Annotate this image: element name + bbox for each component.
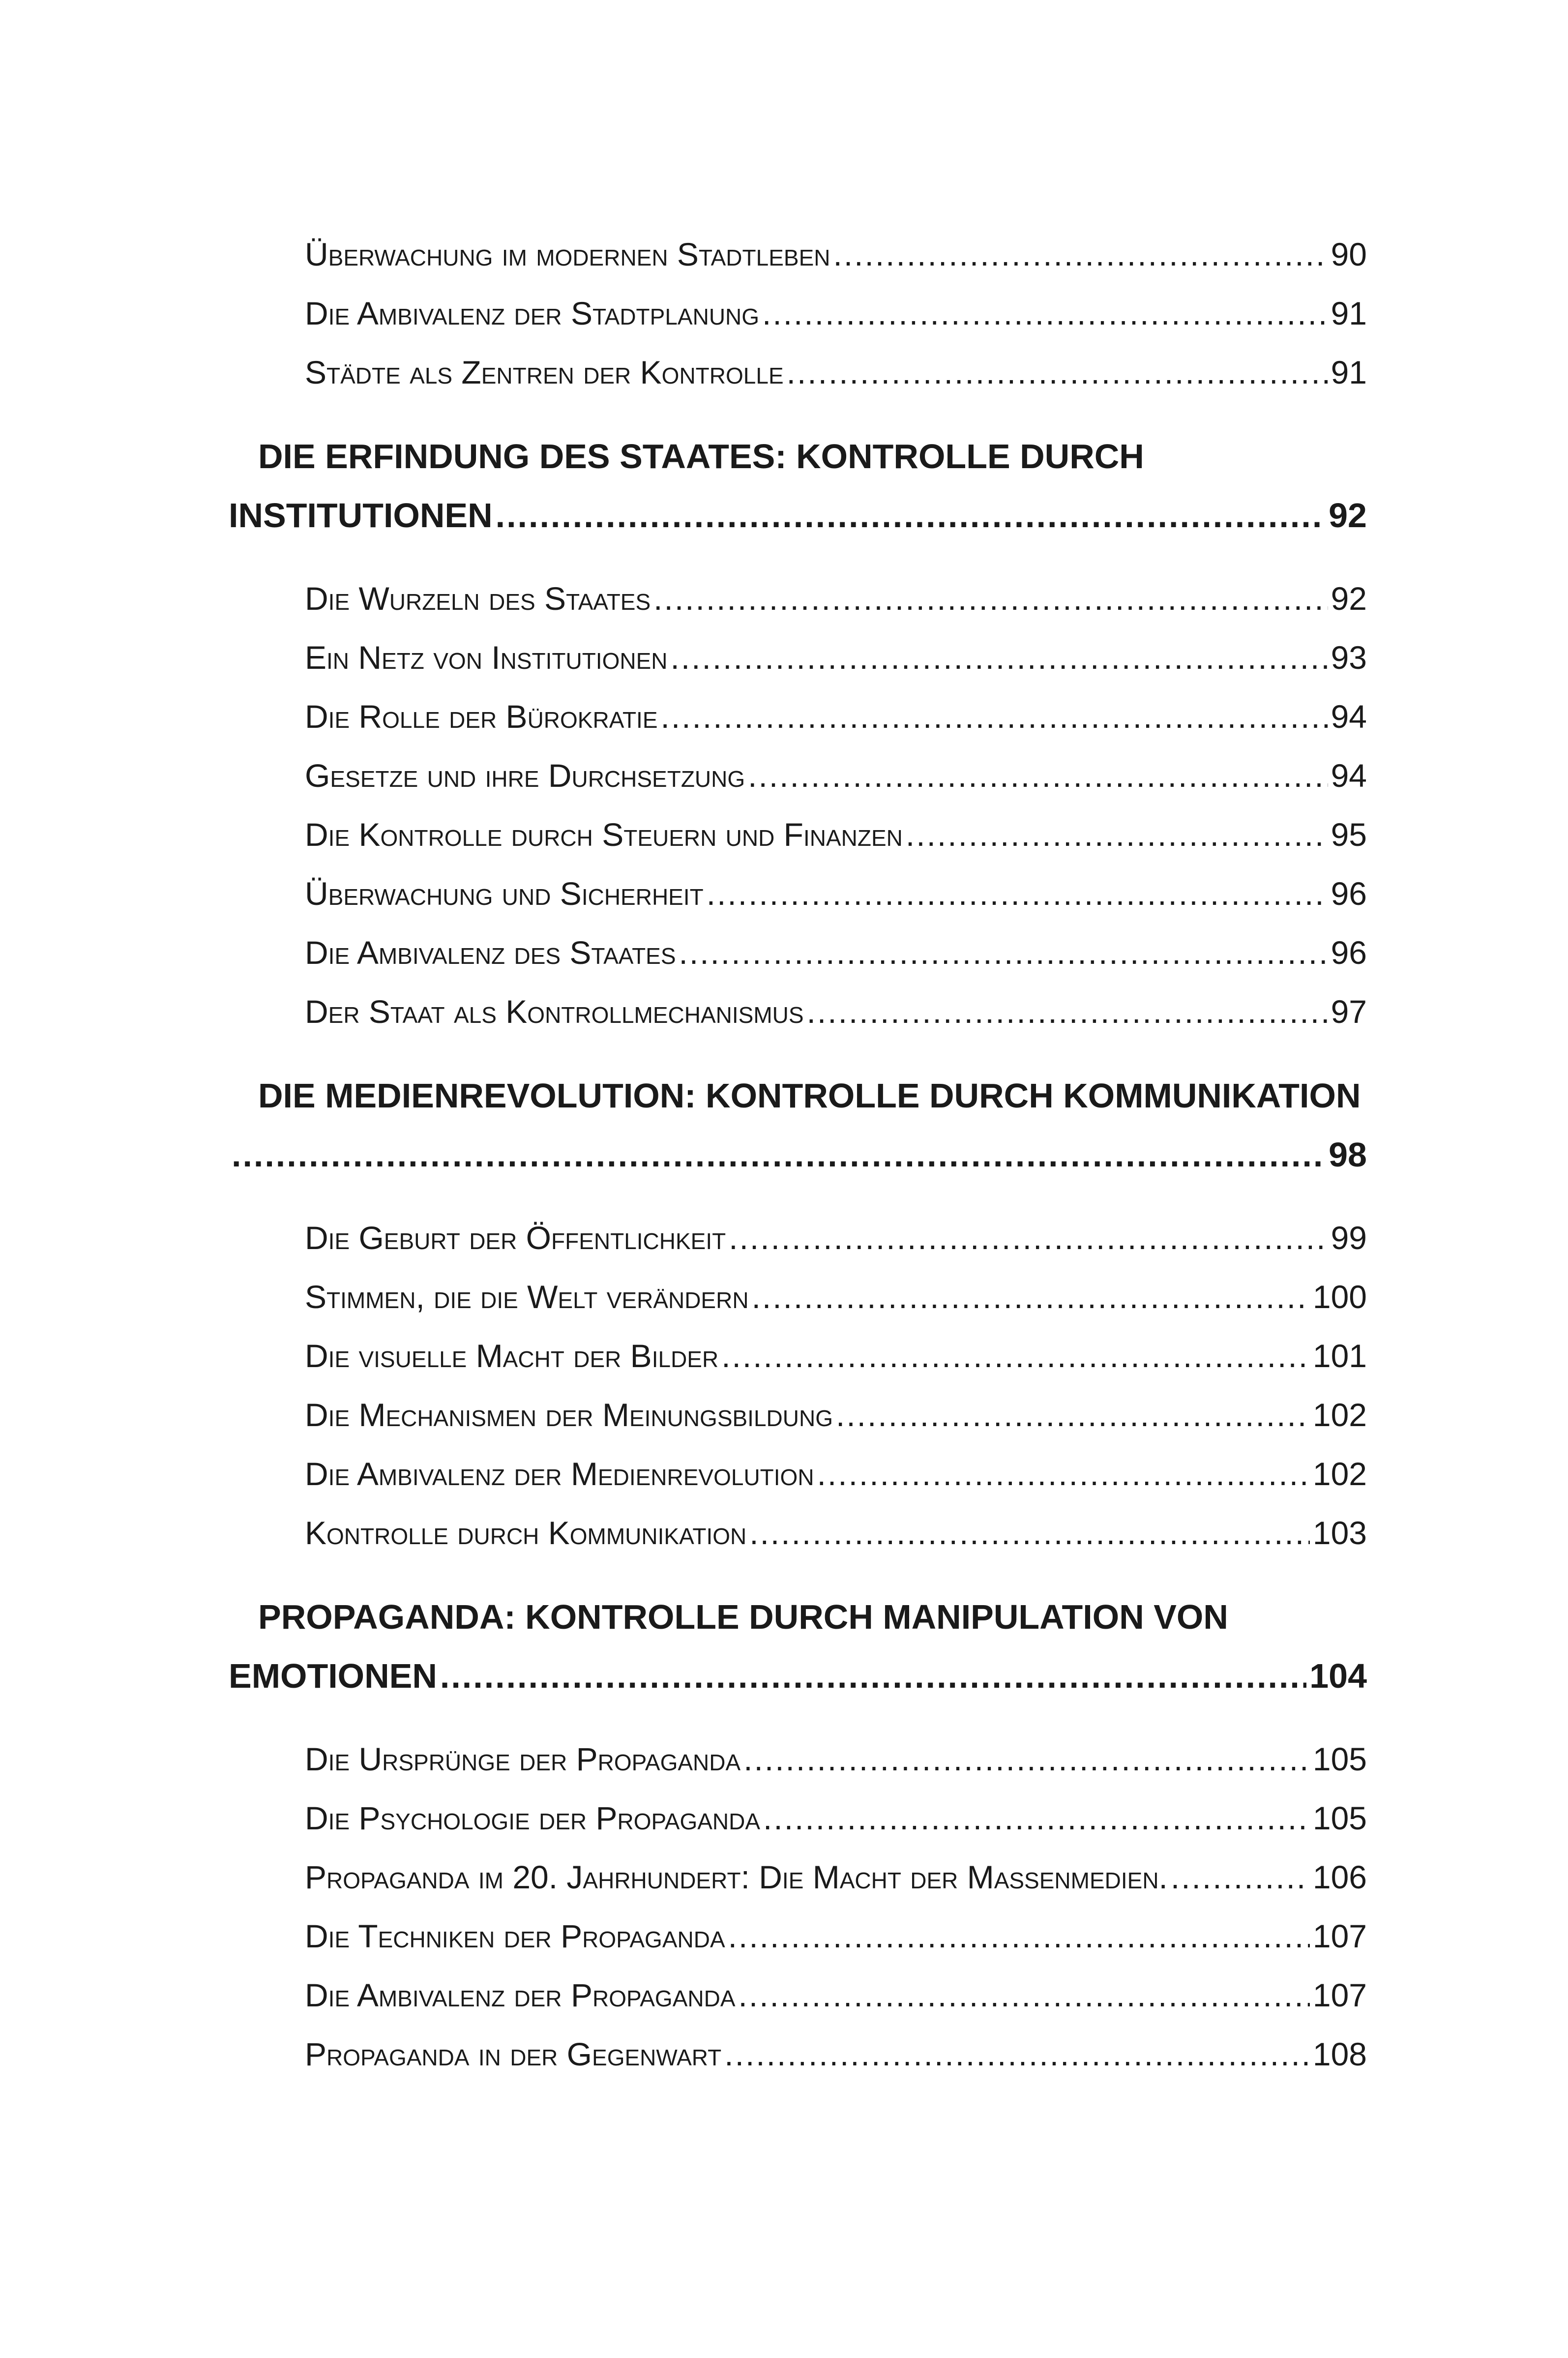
toc-entry-title: Die Psychologie der Propaganda xyxy=(305,1800,761,1836)
dot-leader xyxy=(743,1737,1310,1781)
toc-entry[interactable] xyxy=(305,1393,1367,1437)
toc-entry-title: Die Kontrolle durch Steuern und Finanzen xyxy=(305,816,903,853)
toc-entry-title: Stimmen, die die Welt verändern xyxy=(305,1279,749,1315)
toc-entry-page: 96 xyxy=(1331,934,1367,971)
dot-leader xyxy=(729,1216,1328,1260)
toc-entry-title: Städte als Zentren der Kontrolle xyxy=(305,354,784,390)
toc-entry[interactable] xyxy=(305,694,1367,739)
chapter-heading[interactable]: DIE ERFINDUNG DES STAATES: KONTROLLE DURCH xyxy=(258,437,1144,476)
toc-entry-title: Die Rolle der Bürokratie xyxy=(305,698,658,735)
chapter-heading-title: INSTITUTIONEN xyxy=(229,496,493,535)
toc-entry[interactable] xyxy=(305,576,1367,621)
dot-leader xyxy=(833,232,1328,276)
toc-entry[interactable] xyxy=(305,232,1367,276)
toc-entry-title: Kontrolle durch Kommunikation xyxy=(305,1515,747,1551)
toc-entry-title: Die Wurzeln des Staates xyxy=(305,580,651,617)
toc-entry-title: Überwachung und Sicherheit xyxy=(305,875,704,912)
toc-entry-page: 94 xyxy=(1331,698,1367,735)
chapter-page: 98 xyxy=(1329,1135,1367,1174)
dot-leader xyxy=(707,871,1328,916)
toc-entry[interactable] xyxy=(305,989,1367,1034)
toc-entry-page: 92 xyxy=(1331,580,1367,617)
dot-leader xyxy=(232,1131,1326,1178)
toc-entry[interactable] xyxy=(305,1216,1367,1260)
toc-entry[interactable] xyxy=(305,1452,1367,1496)
dot-leader xyxy=(787,350,1328,394)
dot-leader xyxy=(749,1511,1310,1555)
chapter-page: 104 xyxy=(1309,1657,1367,1695)
toc-entry-title: Die Techniken der Propaganda xyxy=(305,1918,725,1954)
toc-entry[interactable] xyxy=(305,635,1367,680)
toc-entry-title: Gesetze und ihre Durchsetzung xyxy=(305,757,745,794)
toc-entry-page: 99 xyxy=(1331,1220,1367,1256)
toc-entry-title: Der Staat als Kontrollmechanismus xyxy=(305,993,804,1030)
dot-leader xyxy=(752,1275,1310,1319)
toc-entry[interactable] xyxy=(305,871,1367,916)
toc-entry-page: 107 xyxy=(1312,1918,1367,1954)
dot-leader xyxy=(906,812,1328,857)
toc-entry-title: Die Ambivalenz der Stadtplanung xyxy=(305,295,760,331)
toc-entry-page: 102 xyxy=(1312,1397,1367,1433)
toc-entry[interactable] xyxy=(305,350,1367,394)
dot-leader xyxy=(728,1914,1310,1958)
toc-entry[interactable] xyxy=(305,1511,1367,1555)
toc-entry-title: Die Ursprünge der Propaganda xyxy=(305,1741,741,1777)
dot-leader xyxy=(721,1334,1310,1378)
toc-entry[interactable] xyxy=(305,1796,1367,1840)
toc-entry-page: 91 xyxy=(1331,354,1367,390)
toc-entry[interactable] xyxy=(305,2032,1367,2076)
toc-entry-title: Die visuelle Macht der Bilder xyxy=(305,1338,719,1374)
chapter-heading[interactable]: DIE MEDIENREVOLUTION: KONTROLLE DURCH KOMMUNIKATION xyxy=(258,1076,1361,1115)
chapter-heading[interactable]: PROPAGANDA: KONTROLLE DURCH MANIPULATION VON xyxy=(258,1598,1228,1636)
toc-entry-title: Die Mechanismen der Meinungsbildung xyxy=(305,1397,833,1433)
dot-leader xyxy=(670,635,1328,680)
toc-entry[interactable] xyxy=(305,1275,1367,1319)
dot-leader xyxy=(661,694,1328,739)
toc-entry[interactable] xyxy=(305,812,1367,857)
dot-leader xyxy=(763,1796,1310,1840)
chapter-heading-continued[interactable] xyxy=(229,1131,1367,1178)
toc-entry-page: 94 xyxy=(1331,757,1367,794)
toc-entry-page: 107 xyxy=(1312,1977,1367,2013)
dot-leader xyxy=(807,989,1328,1034)
toc-entry-page: 97 xyxy=(1331,993,1367,1030)
dot-leader xyxy=(748,753,1328,798)
toc-entry-page: 105 xyxy=(1312,1741,1367,1777)
toc-entry[interactable] xyxy=(305,753,1367,798)
toc-entry[interactable] xyxy=(305,930,1367,975)
dot-leader xyxy=(762,291,1328,335)
toc-entry-title: Die Geburt der Öffentlichkeit xyxy=(305,1220,726,1256)
toc-entry-page: 108 xyxy=(1312,2036,1367,2072)
toc-entry[interactable] xyxy=(305,1973,1367,2017)
toc-entry-page: 90 xyxy=(1331,236,1367,272)
toc-entry-page: 96 xyxy=(1331,875,1367,912)
toc-entry[interactable] xyxy=(305,1334,1367,1378)
dot-leader xyxy=(739,1973,1310,2017)
toc-entry-page: 106 xyxy=(1312,1859,1367,1895)
toc-entry[interactable] xyxy=(305,1914,1367,1958)
toc-entry[interactable] xyxy=(305,1737,1367,1781)
toc-entry-title: Propaganda in der Gegenwart xyxy=(305,2036,722,2072)
toc-entry-title: Propaganda im 20. Jahrhundert: Die Macht der Massenmedien. xyxy=(305,1859,1168,1895)
dot-leader xyxy=(836,1393,1310,1437)
toc-entry-title: Überwachung im modernen Stadtleben xyxy=(305,236,830,272)
chapter-heading-title: EMOTIONEN xyxy=(229,1657,437,1695)
chapter-heading-continued[interactable] xyxy=(229,492,1367,539)
toc-entry-title: Die Ambivalenz des Staates xyxy=(305,934,676,971)
toc-entry-title: Ein Netz von Institutionen xyxy=(305,639,668,676)
dot-leader xyxy=(679,930,1328,975)
toc-entry-page: 100 xyxy=(1312,1279,1367,1315)
chapter-page: 92 xyxy=(1329,496,1367,535)
toc-entry-title: Die Ambivalenz der Medienrevolution xyxy=(305,1456,814,1492)
toc-entry-page: 93 xyxy=(1331,639,1367,676)
dot-leader xyxy=(496,492,1326,539)
toc-entry-page: 105 xyxy=(1312,1800,1367,1836)
dot-leader xyxy=(653,576,1328,621)
dot-leader xyxy=(724,2032,1310,2076)
dot-leader xyxy=(440,1652,1306,1700)
toc-entry-page: 103 xyxy=(1312,1515,1367,1551)
toc-entry-page: 95 xyxy=(1331,816,1367,853)
toc-entry[interactable] xyxy=(305,291,1367,335)
toc-entry-page: 102 xyxy=(1312,1456,1367,1492)
chapter-heading-continued[interactable] xyxy=(229,1652,1367,1700)
dot-leader xyxy=(817,1452,1310,1496)
toc-entry-title: Die Ambivalenz der Propaganda xyxy=(305,1977,736,2013)
toc-entry-page: 101 xyxy=(1312,1338,1367,1374)
toc-entry-page: 91 xyxy=(1331,295,1367,331)
toc-entry[interactable] xyxy=(305,1855,1367,1899)
dot-leader xyxy=(1171,1855,1310,1899)
